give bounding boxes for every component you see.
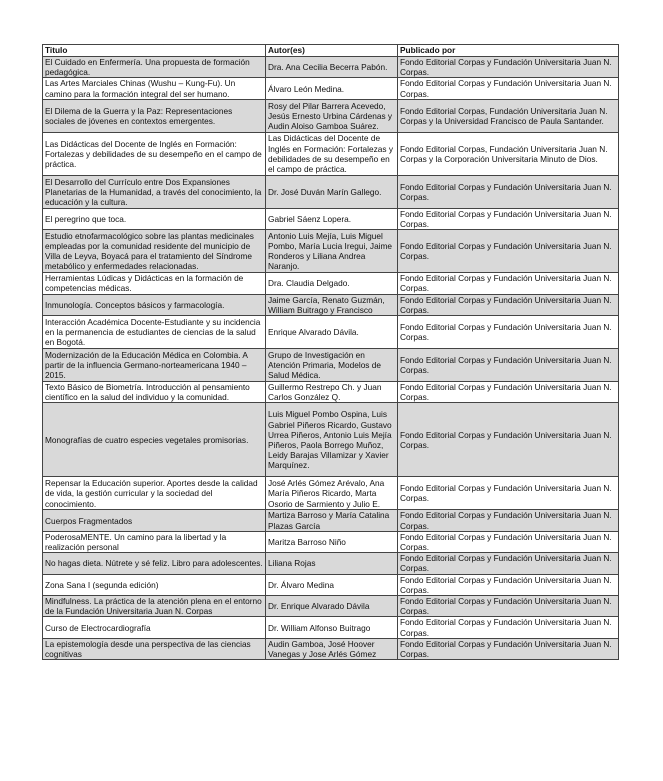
cell-authors: Álvaro León Medina. <box>266 78 398 99</box>
table-row <box>43 596 619 617</box>
table-row <box>43 208 619 229</box>
column-header-authors: Autor(es) <box>266 45 398 57</box>
cell-authors: Luis Miguel Pombo Ospina, Luis Gabriel Piñeros Ricardo, Gustavo Urrea Piñeros, Antonio Luis Mejía Piñeros, Paola Borrego Muñoz, Leidy Barajas Villamizar y Xavier Marquínez. <box>266 403 398 477</box>
cell-title: Inmunología. Conceptos básicos y farmacología. <box>43 294 266 315</box>
cell-publisher: Fondo Editorial Corpas y Fundación Universitaria Juan N. Corpas. <box>398 403 619 477</box>
table-row <box>43 553 619 574</box>
cell-authors: Antonio Luis Mejía, Luis Miguel Pombo, María Lucia Iregui, Jaime Ronderos y Liliana Andrea Naranjo. <box>266 230 398 273</box>
cell-title: PoderosaMENTE. Un camino para la libertad y la realización personal <box>43 531 266 552</box>
cell-publisher: Fondo Editorial Corpas y Fundación Universitaria Juan N. Corpas. <box>398 294 619 315</box>
table-row <box>43 382 619 403</box>
cell-authors: Dr. William Alfonso Buitrago <box>266 617 398 638</box>
cell-authors: Enrique Alvarado Dávila. <box>266 316 398 349</box>
table-row <box>43 294 619 315</box>
cell-authors: Liliana Rojas <box>266 553 398 574</box>
table-row <box>43 316 619 349</box>
cell-title: Estudio etnofarmacológico sobre las plantas medicinales empleadas por la comunidad residente del municipio de Villa de Leyva, Boyacá para el tratamiento del Síndrome metabólico y enfermedades relacionadas. <box>43 230 266 273</box>
cell-publisher: Fondo Editorial Corpas y Fundación Universitaria Juan N. Corpas. <box>398 57 619 78</box>
table-row <box>43 132 619 175</box>
cell-title: Monografías de cuatro especies vegetales promisorias. <box>43 403 266 477</box>
cell-authors: Dra. Claudia Delgado. <box>266 273 398 294</box>
cell-publisher: Fondo Editorial Corpas y Fundación Universitaria Juan N. Corpas. <box>398 208 619 229</box>
cell-publisher: Fondo Editorial Corpas y Fundación Universitaria Juan N. Corpas. <box>398 596 619 617</box>
cell-publisher: Fondo Editorial Corpas y Fundación Universitaria Juan N. Corpas. <box>398 477 619 510</box>
cell-title: Modernización de la Educación Médica en Colombia. A partir de la influencia Germano-norteamericana 1940 – 2015. <box>43 349 266 382</box>
cell-title: Zona Sana I (segunda edición) <box>43 574 266 595</box>
cell-title: Herramientas Lúdicas y Didácticas en la formación de competencias médicas. <box>43 273 266 294</box>
table-row <box>43 57 619 78</box>
cell-title: Curso de Electrocardiografía <box>43 617 266 638</box>
cell-authors: Dr. Álvaro Medina <box>266 574 398 595</box>
cell-title: Texto Básico de Biometría. Introducción al pensamiento científico en la salud del individuo y la comunidad. <box>43 382 266 403</box>
cell-authors: Rosy del Pilar Barrera Acevedo, Jesús Ernesto Urbina Cárdenas y Audin Aloiso Gamboa Suárez. <box>266 99 398 132</box>
table-row <box>43 230 619 273</box>
table-row <box>43 273 619 294</box>
cell-publisher: Fondo Editorial Corpas y Fundación Universitaria Juan N. Corpas. <box>398 510 619 531</box>
cell-publisher: Fondo Editorial Corpas, Fundación Universitaria Juan N. Corpas y la Universidad Francisco de Paula Santander. <box>398 99 619 132</box>
table-row <box>43 574 619 595</box>
table-row <box>43 617 619 638</box>
publications-table <box>42 44 619 660</box>
cell-authors: Maritza Barroso Niño <box>266 531 398 552</box>
cell-title: Las Artes Marciales Chinas (Wushu – Kung-Fu). Un camino para la formación integral del ser humano. <box>43 78 266 99</box>
cell-publisher: Fondo Editorial Corpas, Fundación Universitaria Juan N. Corpas y la Corporación Universitaria Minuto de Dios. <box>398 132 619 175</box>
cell-publisher: Fondo Editorial Corpas y Fundación Universitaria Juan N. Corpas. <box>398 638 619 659</box>
cell-authors: Dr. José Duván Marín Gallego. <box>266 175 398 208</box>
table-row <box>43 99 619 132</box>
cell-publisher: Fondo Editorial Corpas y Fundación Universitaria Juan N. Corpas. <box>398 553 619 574</box>
cell-title: El Dilema de la Guerra y la Paz: Representaciones sociales de jóvenes en contextos emergentes. <box>43 99 266 132</box>
cell-publisher: Fondo Editorial Corpas y Fundación Universitaria Juan N. Corpas. <box>398 349 619 382</box>
cell-title: Cuerpos Fragmentados <box>43 510 266 531</box>
cell-authors: Grupo de Investigación en Atención Primaria, Modelos de Salud Médica. <box>266 349 398 382</box>
header-row <box>43 45 619 57</box>
cell-authors: Gabriel Sáenz Lopera. <box>266 208 398 229</box>
cell-publisher: Fondo Editorial Corpas y Fundación Universitaria Juan N. Corpas. <box>398 574 619 595</box>
cell-publisher: Fondo Editorial Corpas y Fundación Universitaria Juan N. Corpas. <box>398 316 619 349</box>
column-header-title: Titulo <box>43 45 266 57</box>
cell-title: No hagas dieta. Nútrete y sé feliz. Libro para adolescentes. <box>43 553 266 574</box>
cell-authors: Guillermo Restrepo Ch. y Juan Carlos González Q. <box>266 382 398 403</box>
cell-title: Mindfulness. La práctica de la atención plena en el entorno de la Fundación Universitaria Juan N. Corpas <box>43 596 266 617</box>
cell-title: La epistemología desde una perspectiva de las ciencias cognitivas <box>43 638 266 659</box>
table-row <box>43 531 619 552</box>
cell-title: Interacción Académica Docente-Estudiante y su incidencia en la permanencia de estudiantes de ciencias de la salud en Bogotá. <box>43 316 266 349</box>
cell-authors: Martiza Barroso y María Catalina Plazas García <box>266 510 398 531</box>
cell-publisher: Fondo Editorial Corpas y Fundación Universitaria Juan N. Corpas. <box>398 531 619 552</box>
cell-authors: Las Didácticas del Docente de Inglés en Formación: Fortalezas y debilidades de su desempeño en el campo de práctica. <box>266 132 398 175</box>
cell-authors: Audin Gamboa, José Hoover Vanegas y Jose Arlés Gómez <box>266 638 398 659</box>
cell-title: El Cuidado en Enfermería. Una propuesta de formación pedagógica. <box>43 57 266 78</box>
cell-title: El peregrino que toca. <box>43 208 266 229</box>
table-row <box>43 510 619 531</box>
cell-title: Repensar la Educación superior. Aportes desde la calidad de vida, la gestión curricular y la sociedad del conocimiento. <box>43 477 266 510</box>
table-row <box>43 349 619 382</box>
table-row <box>43 403 619 477</box>
cell-authors: José Arlés Gómez Arévalo, Ana María Piñeros Ricardo, Marta Osorio de Sarmiento y Julio E. <box>266 477 398 510</box>
cell-title: Las Didácticas del Docente de Inglés en Formación: Fortalezas y debilidades de su desempeño en el campo de práctica. <box>43 132 266 175</box>
table-body <box>43 57 619 660</box>
cell-publisher: Fondo Editorial Corpas y Fundación Universitaria Juan N. Corpas. <box>398 175 619 208</box>
cell-publisher: Fondo Editorial Corpas y Fundación Universitaria Juan N. Corpas. <box>398 273 619 294</box>
cell-title: El Desarrollo del Currículo entre Dos Expansiones Planetarias de la Humanidad, a través del conocimiento, la educación y la cultura. <box>43 175 266 208</box>
cell-publisher: Fondo Editorial Corpas y Fundación Universitaria Juan N. Corpas. <box>398 382 619 403</box>
table-row <box>43 638 619 659</box>
column-header-publisher: Publicado por <box>398 45 619 57</box>
cell-authors: Dra. Ana Cecilia Becerra Pabón. <box>266 57 398 78</box>
cell-authors: Dr. Enrique Alvarado Dávila <box>266 596 398 617</box>
cell-publisher: Fondo Editorial Corpas y Fundación Universitaria Juan N. Corpas. <box>398 78 619 99</box>
table-row <box>43 78 619 99</box>
cell-publisher: Fondo Editorial Corpas y Fundación Universitaria Juan N. Corpas. <box>398 617 619 638</box>
table-row <box>43 175 619 208</box>
cell-authors: Jaime García, Renato Guzmán, William Buitrago y Francisco <box>266 294 398 315</box>
table-row <box>43 477 619 510</box>
cell-publisher: Fondo Editorial Corpas y Fundación Universitaria Juan N. Corpas. <box>398 230 619 273</box>
